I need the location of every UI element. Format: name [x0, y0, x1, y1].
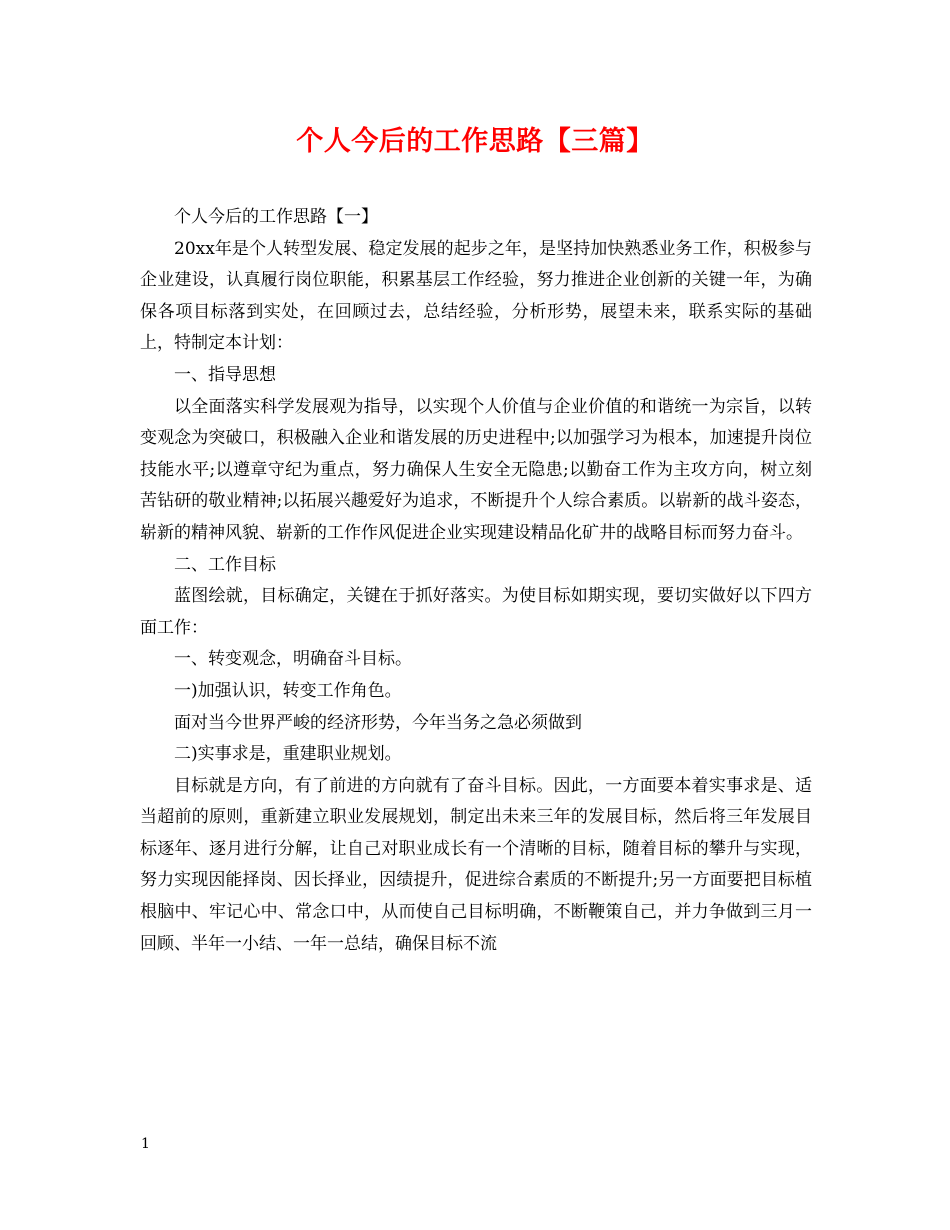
document-title: 个人今后的工作思路【三篇】 [296, 126, 654, 157]
paragraph-heading-guiding-ideology: 一、指导思想 [174, 364, 276, 385]
document-body [140, 202, 812, 960]
paragraph-subheading-career-plan: 二)实事求是，重建职业规划。 [174, 744, 402, 765]
paragraph-heading-work-goals: 二、工作目标 [174, 554, 276, 575]
paragraph-intro: 20xx年是个人转型发展、稳定发展的起步之年，是坚持加快熟悉业务工作，积极参与企业建设，认真履行岗位职能，积累基层工作经验，努力推进企业创新的关键一年，为确保各项目标落到实处，在回顾过去，总结经验，分析形势，展望未来，联系实际的基础上，特制定本计划： [140, 238, 812, 354]
paragraph-economic-situation: 面对当今世界严峻的经济形势，今年当务之急必须做到 [174, 712, 582, 733]
paragraph-career-plan: 目标就是方向，有了前进的方向就有了奋斗目标。因此，一方面要本着实事求是、适当超前的原则，重新建立职业发展规划，制定出未来三年的发展目标，然后将三年发展目标逐年、逐月进行分解，让自己对职业成长有一个清晰的目标，随着目标的攀升与实现，努力实现因能择岗、因长择业，因绩提升，促进综合素质的不断提升;另一方面要把目标植根脑中、牢记心中、常念口中，从而使自己目标明确，不断鞭策自己，并力争做到三月一回顾、半年一小结、一年一总结，确保目标不流 [140, 775, 812, 954]
paragraph-guiding-ideology: 以全面落实科学发展观为指导，以实现个人价值与企业价值的和谐统一为宗旨，以转变观念为突破口，积极融入企业和谐发展的历史进程中;以加强学习为根本，加速提升岗位技能水平;以遵章守纪为重点，努力确保人生安全无隐患;以勤奋工作为主攻方向，树立刻苦钻研的敬业精神;以拓展兴趣爱好为追求，不断提升个人综合素质。以崭新的战斗姿态，崭新的精神风貌、崭新的工作作风促进企业实现建设精品化矿井的战略目标而努力奋斗。 [140, 396, 812, 543]
paragraph-subheading-change-concepts: 一、转变观念，明确奋斗目标。 [174, 649, 412, 670]
paragraph-section-heading-1: 个人今后的工作思路【一】 [174, 207, 378, 227]
page-number: 1 [141, 1136, 150, 1152]
paragraph-work-goals: 蓝图绘就，目标确定，关键在于抓好落实。为使目标如期实现，要切实做好以下四方面工作： [140, 586, 812, 638]
paragraph-subheading-strengthen-awareness: 一)加强认识，转变工作角色。 [174, 680, 402, 701]
